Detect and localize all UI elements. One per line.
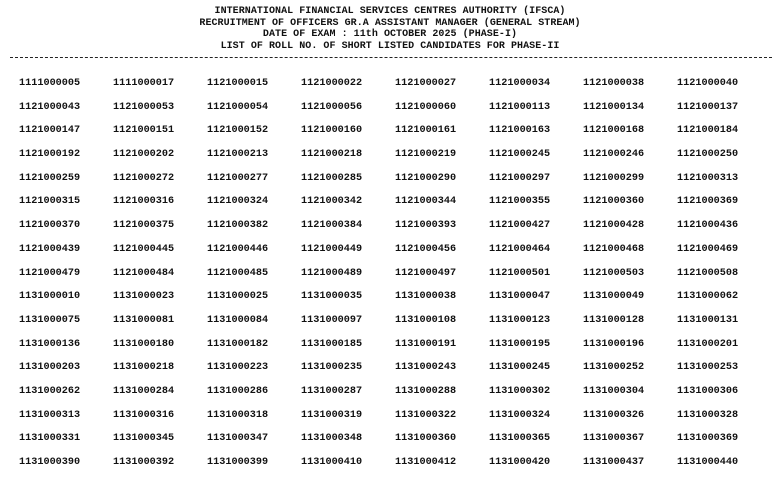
roll-number: 1121000344 (395, 196, 457, 208)
roll-row (19, 149, 779, 173)
roll-number: 1131000390 (19, 457, 81, 468)
roll-number: 1131000326 (583, 409, 645, 421)
roll-number: 1121000428 (583, 220, 645, 232)
header-list-title: LIST OF ROLL NO. OF SHORT LISTED CANDIDATES FOR PHASE-II (220, 40, 560, 52)
roll-number: 1121000299 (583, 172, 645, 184)
roll-number: 1131000062 (677, 291, 739, 303)
roll-number: 1121000259 (19, 172, 81, 184)
roll-number: 1121000382 (207, 220, 269, 232)
roll-number: 1131000047 (489, 291, 551, 303)
roll-row (19, 220, 779, 244)
roll-number: 1131000306 (677, 385, 739, 397)
roll-number: 1131000322 (395, 409, 457, 421)
roll-number: 1131000288 (395, 385, 457, 397)
roll-number: 1131000324 (489, 409, 551, 421)
roll-number: 1121000184 (677, 125, 739, 137)
roll-number: 1131000262 (19, 385, 81, 397)
roll-number: 1121000445 (113, 243, 175, 255)
roll-number: 1131000369 (677, 433, 739, 445)
roll-number: 1121000290 (395, 172, 457, 184)
roll-number: 1121000163 (489, 125, 551, 137)
roll-row (19, 433, 779, 457)
roll-number: 1131000420 (489, 457, 551, 468)
roll-number: 1121000370 (19, 220, 81, 232)
roll-number: 1131000235 (301, 362, 363, 374)
roll-number: 1131000287 (301, 385, 363, 397)
header-recruitment: RECRUITMENT OF OFFICERS GR.A ASSISTANT MANAGER (GENERAL STREAM) (199, 17, 581, 29)
roll-number: 1121000456 (395, 243, 457, 255)
roll-number: 1131000313 (19, 409, 81, 421)
roll-number: 1121000479 (19, 267, 81, 279)
roll-number: 1131000084 (207, 314, 269, 326)
roll-row (19, 102, 779, 126)
roll-number: 1121000427 (489, 220, 551, 232)
roll-row (19, 78, 779, 102)
roll-number: 1131000223 (207, 362, 269, 374)
roll-number: 1121000355 (489, 196, 551, 208)
roll-number: 1121000137 (677, 101, 739, 113)
roll-row (19, 244, 779, 268)
roll-number: 1131000253 (677, 362, 739, 374)
roll-number: 1131000284 (113, 385, 175, 397)
roll-number: 1121000297 (489, 172, 551, 184)
roll-number: 1131000440 (677, 457, 739, 468)
dashed-divider (10, 57, 772, 58)
roll-number: 1121000315 (19, 196, 81, 208)
roll-number: 1121000040 (677, 78, 739, 89)
header-organization: INTERNATIONAL FINANCIAL SERVICES CENTRES AUTHORITY (IFSCA) (214, 6, 566, 17)
roll-number: 1121000152 (207, 125, 269, 137)
roll-number-grid (19, 78, 779, 481)
roll-number: 1131000367 (583, 433, 645, 445)
roll-number: 1121000054 (207, 101, 269, 113)
roll-number: 1131000252 (583, 362, 645, 374)
roll-row (19, 362, 779, 386)
roll-number: 1131000360 (395, 433, 457, 445)
roll-number: 1121000384 (301, 220, 363, 232)
header-exam-date: DATE OF EXAM : 11th OCTOBER 2025 (PHASE-I) (262, 29, 518, 40)
roll-number: 1131000316 (113, 409, 175, 421)
roll-number: 1121000134 (583, 101, 645, 113)
roll-row (19, 457, 779, 481)
roll-number: 1121000218 (301, 149, 363, 161)
roll-number: 1121000246 (583, 149, 645, 161)
roll-number: 1121000446 (207, 243, 269, 255)
roll-number: 1121000245 (489, 149, 551, 161)
roll-number: 1131000331 (19, 433, 81, 445)
roll-number: 1121000277 (207, 172, 269, 184)
roll-number: 1121000489 (301, 267, 363, 279)
roll-number: 1131000136 (19, 338, 81, 350)
roll-number: 1121000360 (583, 196, 645, 208)
roll-number: 1131000302 (489, 385, 551, 397)
roll-number: 1131000081 (113, 314, 175, 326)
roll-number: 1121000060 (395, 101, 457, 113)
roll-number: 1121000022 (301, 78, 363, 89)
roll-number: 1131000131 (677, 314, 739, 326)
roll-number: 1121000439 (19, 243, 81, 255)
roll-number: 1131000023 (113, 291, 175, 303)
roll-number: 1131000025 (207, 291, 269, 303)
roll-row (19, 339, 779, 363)
roll-number: 1111000005 (19, 78, 81, 89)
roll-number: 1121000508 (677, 267, 739, 279)
roll-number: 1131000182 (207, 338, 269, 350)
roll-number: 1121000485 (207, 267, 269, 279)
roll-number: 1121000168 (583, 125, 645, 137)
roll-number: 1131000304 (583, 385, 645, 397)
roll-number: 1121000501 (489, 267, 551, 279)
roll-number: 1131000437 (583, 457, 645, 468)
roll-number: 1131000410 (301, 457, 363, 468)
roll-number: 1121000053 (113, 101, 175, 113)
roll-number: 1121000503 (583, 267, 645, 279)
roll-number: 1121000027 (395, 78, 457, 89)
roll-number: 1121000034 (489, 78, 551, 89)
roll-number: 1131000108 (395, 314, 457, 326)
roll-row (19, 173, 779, 197)
roll-number: 1121000375 (113, 220, 175, 232)
roll-number: 1131000201 (677, 338, 739, 350)
roll-number: 1131000243 (395, 362, 457, 374)
roll-number: 1121000464 (489, 243, 551, 255)
roll-number: 1121000043 (19, 101, 81, 113)
roll-number: 1131000245 (489, 362, 551, 374)
roll-number: 1131000365 (489, 433, 551, 445)
roll-number: 1121000393 (395, 220, 457, 232)
roll-row (19, 291, 779, 315)
roll-number: 1121000436 (677, 220, 739, 232)
roll-number: 1131000319 (301, 409, 363, 421)
roll-number: 1121000161 (395, 125, 457, 137)
roll-row (19, 315, 779, 339)
roll-number: 1131000348 (301, 433, 363, 445)
roll-number: 1131000123 (489, 314, 551, 326)
roll-number: 1121000056 (301, 101, 363, 113)
roll-number: 1131000038 (395, 291, 457, 303)
roll-number: 1121000160 (301, 125, 363, 137)
roll-number: 1131000035 (301, 291, 363, 303)
roll-number: 1131000191 (395, 338, 457, 350)
roll-number: 1121000038 (583, 78, 645, 89)
roll-number: 1121000113 (489, 101, 551, 113)
roll-row (19, 386, 779, 410)
roll-row (19, 125, 779, 149)
roll-number: 1131000392 (113, 457, 175, 468)
roll-number: 1131000399 (207, 457, 269, 468)
roll-number: 1131000286 (207, 385, 269, 397)
roll-number: 1121000342 (301, 196, 363, 208)
roll-number: 1121000147 (19, 125, 81, 137)
roll-number: 1121000213 (207, 149, 269, 161)
roll-number: 1131000185 (301, 338, 363, 350)
document-header (0, 6, 780, 52)
roll-number: 1131000218 (113, 362, 175, 374)
roll-number: 1121000285 (301, 172, 363, 184)
roll-number: 1131000195 (489, 338, 551, 350)
roll-number: 1131000097 (301, 314, 363, 326)
roll-number: 1131000180 (113, 338, 175, 350)
roll-row (19, 410, 779, 434)
roll-number: 1131000203 (19, 362, 81, 374)
roll-number: 1131000345 (113, 433, 175, 445)
roll-number: 1131000128 (583, 314, 645, 326)
roll-number: 1121000497 (395, 267, 457, 279)
roll-number: 1121000219 (395, 149, 457, 161)
roll-number: 1121000484 (113, 267, 175, 279)
roll-number: 1131000049 (583, 291, 645, 303)
roll-number: 1111000017 (113, 78, 175, 89)
roll-number: 1121000015 (207, 78, 269, 89)
roll-number: 1131000318 (207, 409, 269, 421)
roll-number: 1131000075 (19, 314, 81, 326)
roll-row (19, 196, 779, 220)
roll-number: 1131000196 (583, 338, 645, 350)
roll-number: 1131000010 (19, 291, 81, 303)
roll-number: 1121000469 (677, 243, 739, 255)
roll-number: 1121000468 (583, 243, 645, 255)
roll-number: 1121000250 (677, 149, 739, 161)
roll-number: 1121000449 (301, 243, 363, 255)
roll-number: 1121000202 (113, 149, 175, 161)
roll-number: 1121000324 (207, 196, 269, 208)
roll-number: 1131000347 (207, 433, 269, 445)
roll-number: 1121000316 (113, 196, 175, 208)
roll-row (19, 268, 779, 292)
roll-number: 1131000412 (395, 457, 457, 468)
roll-number: 1121000272 (113, 172, 175, 184)
roll-number: 1121000313 (677, 172, 739, 184)
roll-number: 1121000151 (113, 125, 175, 137)
roll-number: 1131000328 (677, 409, 739, 421)
roll-number: 1121000192 (19, 149, 81, 161)
roll-number: 1121000369 (677, 196, 739, 208)
